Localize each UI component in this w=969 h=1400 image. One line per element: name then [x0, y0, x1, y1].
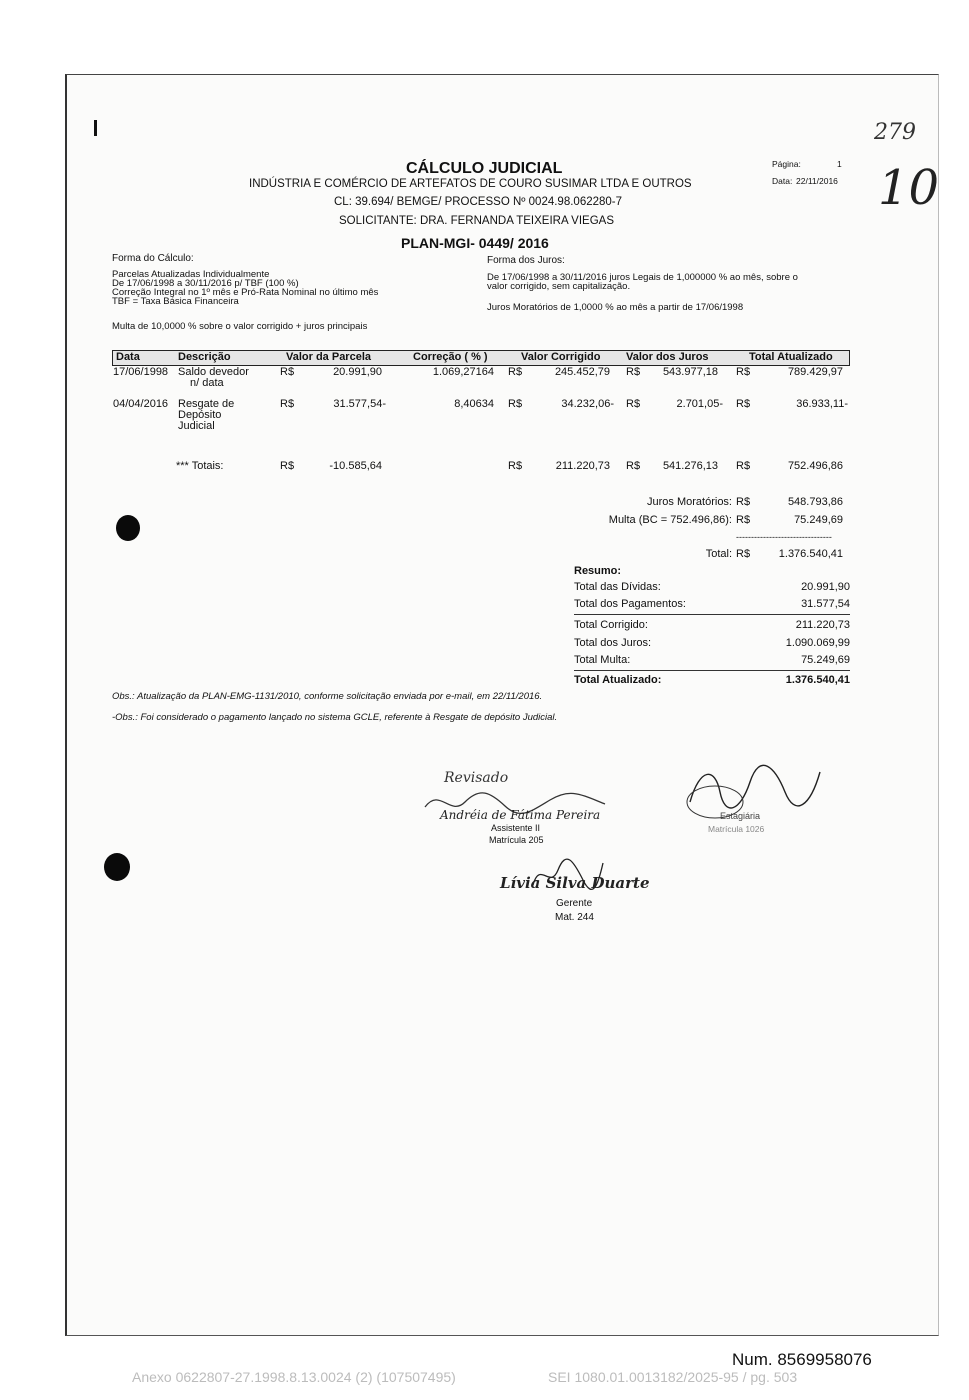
manager-role: Gerente: [556, 898, 593, 909]
manager-name: Lívia Silva Duarte: [500, 874, 650, 892]
penalty-rule: Multa de 10,0000 % sobre o valor corrigido + juros principais: [112, 321, 368, 332]
resumo-title: Resumo:: [574, 565, 622, 577]
calc-form-line: Correção Integral no 1º mês e Pró-Rata Nominal no último mês: [112, 287, 379, 298]
grand-total-value: 1.376.540,41: [778, 548, 843, 560]
currency: R$: [508, 398, 523, 410]
punch-hole-mark: [116, 515, 140, 541]
manager-id: Mat. 244: [555, 912, 594, 923]
currency: R$: [508, 460, 523, 472]
totals-interest: 541.276,13: [662, 460, 718, 472]
row-interest: 2.701,05-: [676, 398, 723, 410]
currency: R$: [280, 366, 295, 378]
row-description: Depósito: [178, 409, 222, 421]
table-header: [112, 350, 850, 366]
annex-reference: Anexo 0622807-27.1998.8.13.0024 (2) (107507495): [132, 1369, 456, 1385]
header-interest: Valor dos Juros: [626, 351, 709, 363]
row-total: 789.429,97: [787, 366, 843, 378]
row-total: 36.933,11-: [796, 398, 848, 410]
header-date: Data: [116, 351, 140, 363]
row-installment: 31.577,54-: [333, 398, 386, 410]
currency: R$: [626, 460, 641, 472]
currency: R$: [736, 548, 751, 560]
resumo-value: 31.577,54: [801, 598, 850, 610]
divider: [574, 670, 850, 671]
currency: R$: [280, 398, 295, 410]
currency: R$: [736, 514, 751, 526]
calc-form-label: Forma do Cálculo:: [112, 253, 194, 264]
page-value: 1: [837, 159, 842, 169]
header-correction: Correção ( % ): [413, 351, 488, 363]
row-description: n/ data: [190, 377, 224, 389]
currency: R$: [736, 366, 751, 378]
signer-id: Matrícula 1026: [708, 824, 765, 834]
resumo-label: Total dos Juros:: [574, 637, 652, 649]
calc-form-line: TBF = Taxa Básica Financeira: [112, 296, 239, 307]
row-interest: 543.977,18: [662, 366, 718, 378]
date-value: 22/11/2016: [796, 176, 838, 186]
calc-form-line: Parcelas Atualizadas Individualmente: [112, 269, 270, 280]
interest-form-label: Forma dos Juros:: [487, 255, 565, 266]
interest-form-line: Juros Moratórios de 1,0000 % ao mês a partir de 17/06/1998: [487, 302, 744, 313]
interest-form-line: De 17/06/1998 a 30/11/2016 juros Legais de 1,000000 % ao mês, sobre o: [487, 272, 798, 283]
currency: R$: [736, 398, 751, 410]
separator-dashes: --------------------------------: [736, 532, 832, 542]
row-correction: 8,40634: [454, 398, 494, 410]
resumo-value: 1.090.069,99: [785, 637, 850, 649]
handwritten-mark: 10: [878, 160, 940, 216]
resumo-value: 1.376.540,41: [785, 674, 850, 686]
totals-installment: -10.585,64: [329, 460, 382, 472]
row-corrected-value: 245.452,79: [554, 366, 610, 378]
observation: Obs.: Atualização da PLAN-EMG-1131/2010, conforme solicitação enviada por e-mail, em 22/11/2016.: [112, 691, 543, 702]
currency: R$: [626, 398, 641, 410]
resumo-value: 75.249,69: [801, 654, 850, 666]
requester: SOLICITANTE: DRA. FERNANDA TEIXEIRA VIEGAS: [339, 215, 615, 227]
row-date: 04/04/2016: [113, 398, 169, 410]
process-number: CL: 39.694/ BEMGE/ PROCESSO Nº 0024.98.062280-7: [334, 196, 623, 208]
resumo-value: 20.991,90: [801, 581, 850, 593]
plan-number: PLAN-MGI- 0449/ 2016: [401, 235, 549, 251]
resumo-value: 211.220,73: [795, 619, 850, 631]
row-description: Judicial: [178, 420, 215, 432]
page-label: Página:: [772, 159, 801, 169]
divider: [574, 614, 850, 615]
currency: R$: [626, 366, 641, 378]
signer-role: Assistente II: [491, 823, 541, 833]
resumo-label: Total Corrigido:: [574, 619, 648, 631]
sei-reference: SEI 1080.01.0013182/2025-95 / pg. 503: [548, 1369, 798, 1385]
totals-label: *** Totais:: [176, 460, 224, 472]
header-description: Descrição: [178, 351, 231, 363]
revision-note: Revisado: [444, 770, 509, 786]
row-date: 17/06/1998: [113, 366, 169, 378]
row-description: Saldo devedor: [178, 366, 249, 378]
signer-name: Andréia de Fátima Pereira: [440, 808, 601, 822]
currency: R$: [736, 496, 751, 508]
penalty-value: 75.249,69: [794, 514, 843, 526]
observation: -Obs.: Foi considerado o pagamento lançado no sistema GCLE, referente à Resgate de depósito Judicial.: [112, 712, 558, 723]
currency: R$: [508, 366, 523, 378]
penalty-label: Multa (BC = 752.496,86):: [608, 514, 732, 526]
totals-total: 752.496,86: [787, 460, 843, 472]
company-name: INDÚSTRIA E COMÉRCIO DE ARTEFATOS DE COURO SUSIMAR LTDA E OUTROS: [249, 178, 692, 190]
handwritten-page-number: 279: [874, 120, 916, 145]
header-installment: Valor da Parcela: [286, 351, 371, 363]
moratory-interest-label: Juros Moratórios:: [647, 496, 732, 508]
resumo-label: Total Atualizado:: [574, 674, 662, 686]
calc-form-line: De 17/06/1998 a 30/11/2016 p/ TBF (100 %): [112, 278, 299, 289]
resumo-label: Total Multa:: [574, 654, 631, 666]
document-title: CÁLCULO JUDICIAL: [406, 160, 563, 177]
scan-mark: [94, 120, 97, 136]
header-total: Total Atualizado: [749, 351, 833, 363]
punch-hole-mark: [104, 853, 130, 881]
row-description: Resgate de: [178, 398, 235, 410]
currency: R$: [280, 460, 295, 472]
signer-role: Estagiária: [720, 811, 761, 821]
interest-form-line: valor corrigido, sem capitalização.: [487, 281, 631, 292]
row-correction: 1.069,27164: [432, 366, 494, 378]
currency: R$: [736, 460, 751, 472]
resumo-label: Total dos Pagamentos:: [574, 598, 686, 610]
row-installment: 20.991,90: [333, 366, 382, 378]
moratory-interest-value: 548.793,86: [787, 496, 843, 508]
date-label: Data:: [772, 176, 793, 186]
resumo-label: Total das Dívidas:: [574, 581, 661, 593]
grand-total-label: Total:: [705, 548, 732, 560]
document-number: Num. 8569958076: [732, 1350, 872, 1369]
row-corrected-value: 34.232,06-: [561, 398, 614, 410]
totals-corrected-value: 211.220,73: [555, 460, 610, 472]
header-corrected-value: Valor Corrigido: [521, 351, 601, 363]
signer-id: Matrícula 205: [489, 835, 544, 845]
